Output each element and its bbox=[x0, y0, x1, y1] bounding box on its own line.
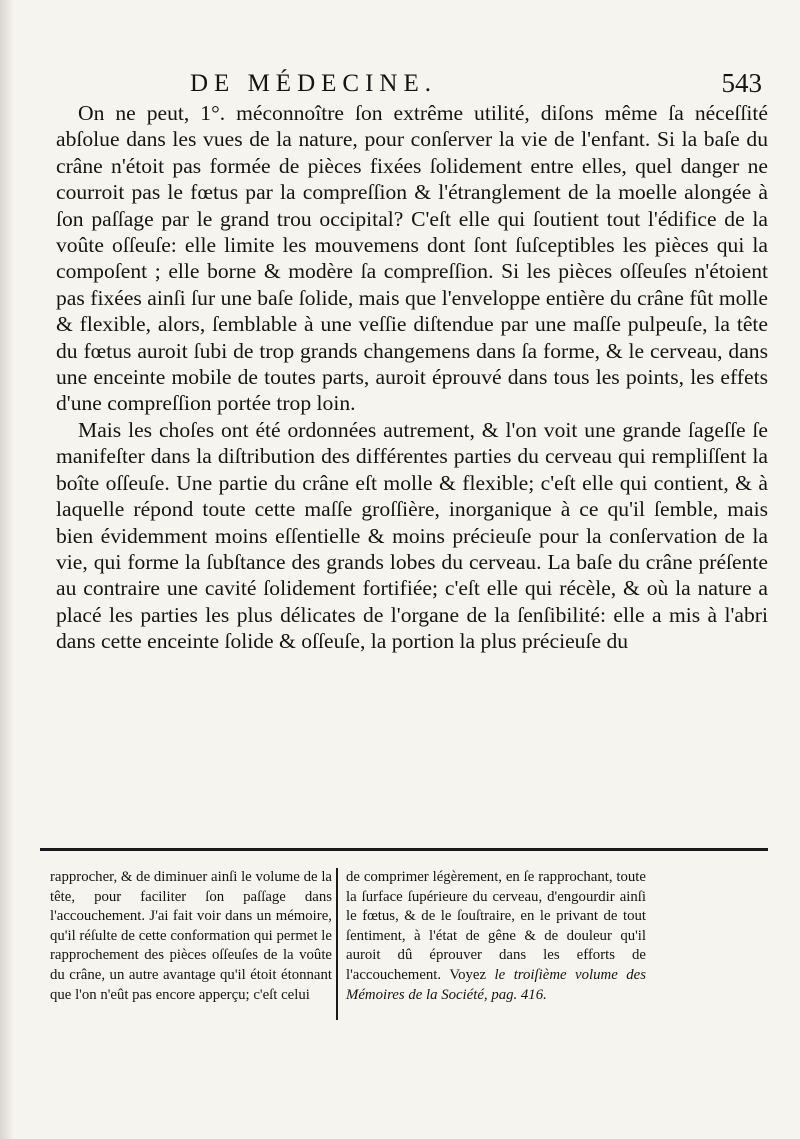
footnote-left-column: rapprocher, & de diminuer ainſi le volume de la tête, pour faciliter ſon paſſage dans l'accouchement. J'ai fait voir dans un mémoire, qu'il réſulte de cette conformation qui permet le rapprochement des pièces oſſeuſes de la voûte du crâne, un autre avantage qu'il étoit étonnant que l'on n'eût pas encore apperçu; c'eſt celui bbox=[50, 869, 332, 1003]
main-text bbox=[56, 100, 768, 655]
footnotes bbox=[50, 868, 770, 1028]
paragraph-1: On ne peut, 1°. méconnoître ſon extrême utilité, diſons même ſa néceſſité abſolue dans les vues de la nature, pour conſerver la vie de l'enfant. Si la baſe du crâne n'étoit pas formée de pièces fixées ſolidement entre elles, quel danger ne courroit pas le fœtus par la compreſſion & l'étranglement de la moelle alongée à ſon paſſage par le grand trou occipital? C'eſt elle qui ſoutient tout l'édifice de la voûte oſſeuſe: elle limite les mouvemens dont ſont ſuſceptibles les pièces qui la compoſent ; elle borne & modère ſa compreſſion. Si les pièces oſſeuſes n'étoient pas fixées ainſi ſur une baſe ſolide, mais que l'enveloppe entière du crâne fût molle & flexible, alors, ſemblable à une veſſie diſtendue par une maſſe pulpeuſe, la tête du fœtus auroit ſubi de trop grands changemens dans ſa forme, & le cerveau, dans une enceinte mobile de toutes parts, auroit éprouvé dans tous les points, les effets d'une compreſſion portée trop loin. bbox=[56, 101, 768, 416]
page-number: 543 bbox=[721, 68, 762, 98]
paragraph-2: Mais les choſes ont été ordonnées autrement, & l'on voit une grande ſageſſe ſe manifeſter dans la diſtribution des différentes parties du cerveau qui rempliſſent la boîte oſſeuſe. Une partie du crâne eſt molle & flexible; c'eſt elle qui contient, & à laquelle répond toute cette maſſe groſſière, inorganique à ce qu'il ſemble, mais bien évidemment moins eſſentielle & moins précieuſe pour la conſervation de la vie, qui forme la ſubſtance des grands lobes du cerveau. La baſe du crâne préſente au contraire une cavité ſolidement fortifiée; c'eſt elle qui récèle, & où la nature a placé les parties les plus délicates de l'organe de la ſenſibilité: elle a mis à l'abri dans cette enceinte ſolide & oſſeuſe, la portion la plus précieuſe du bbox=[56, 417, 768, 654]
footnote-right-text: de comprimer légèrement, en ſe rapprochant, toute la ſurface ſupérieure du cerveau, d'engourdir ainſi le fœtus, & de le ſouſtraire, en le privant de tout ſentiment, à l'état de gêne & de douleur qu'il auroit dû éprouver dans les efforts de l'accouchement. Voyez bbox=[346, 869, 646, 983]
page-header bbox=[0, 62, 800, 102]
footnote-right-citation: le troiſième volume des Mémoires de la Société, pag. 416. bbox=[346, 966, 646, 1003]
footnote-right-column bbox=[346, 868, 646, 1005]
footnote-column-divider bbox=[336, 868, 338, 1020]
page-gutter-shadow bbox=[0, 0, 14, 1139]
running-head: DE MÉDECINE. bbox=[190, 70, 437, 97]
footnote-rule bbox=[40, 848, 768, 851]
